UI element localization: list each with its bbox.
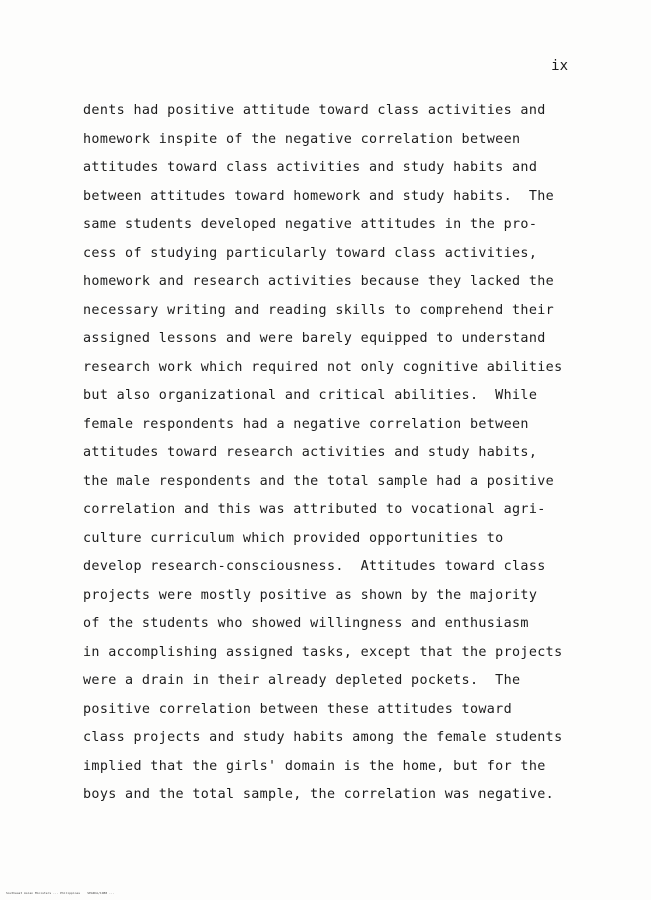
text-line: class projects and study habits among the female students [83, 730, 563, 745]
text-line: of the students who showed willingness and enthusiasm [83, 616, 529, 631]
text-line: research work which required not only cognitive abilities [83, 359, 563, 375]
text-line: were a drain in their already depleted pockets. The [83, 673, 521, 688]
text-line: between attitudes toward homework and study habits. The [83, 188, 555, 204]
text-line: correlation and this was attributed to vocational agri- [83, 502, 546, 517]
text-line: homework inspite of the negative correlation between [83, 131, 521, 147]
text-line: boys and the total sample, the correlation was negative. [83, 787, 555, 802]
text-line: attitudes toward class activities and study habits and [83, 160, 538, 175]
text-line: cess of studying particularly toward class activities, [83, 245, 538, 261]
text-line: dents had positive attitude toward class activities and [83, 103, 546, 118]
page-number: ix [551, 58, 568, 74]
text-line: assigned lessons and were barely equipped to understand [83, 331, 546, 346]
text-line: the male respondents and the total sample had a positive [83, 473, 555, 489]
footer-stamp: Southeast Asian Ministers ... Philippines SEARCA/1988 ... [6, 891, 115, 895]
text-line: necessary writing and reading skills to comprehend their [83, 302, 555, 318]
text-line: but also organizational and critical abilities. While [83, 388, 538, 403]
text-line: positive correlation between these attitudes toward [83, 701, 513, 717]
text-line: projects were mostly positive as shown by the majority [83, 587, 538, 603]
text-line: same students developed negative attitudes in the pro- [83, 217, 538, 232]
text-line: attitudes toward research activities and study habits, [83, 445, 538, 460]
text-line: culture curriculum which provided opportunities to [83, 530, 504, 546]
text-line: female respondents had a negative correlation between [83, 416, 529, 432]
text-line: homework and research activities because they lacked the [83, 274, 555, 289]
body-paragraph [83, 97, 583, 810]
text-line: in accomplishing assigned tasks, except that the projects [83, 644, 563, 660]
text-line: implied that the girls' domain is the home, but for the [83, 758, 546, 774]
text-line: develop research-consciousness. Attitudes toward class [83, 559, 546, 574]
